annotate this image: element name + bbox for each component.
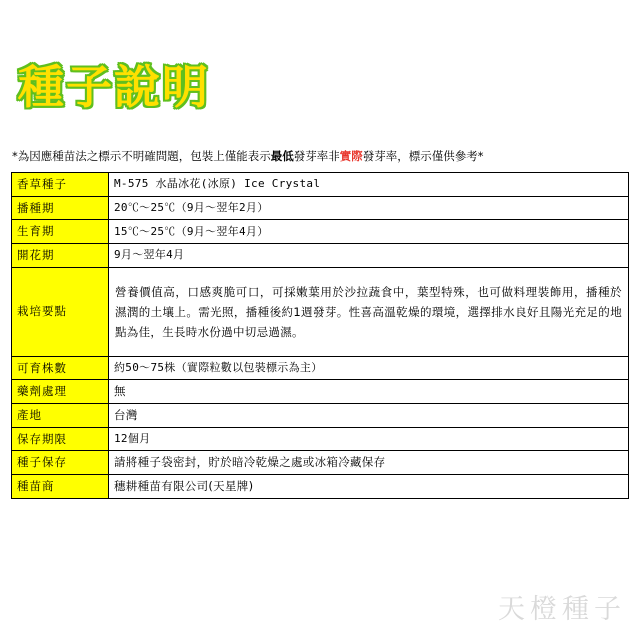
row-value-flowering-period: 9月～翌年4月 <box>109 244 629 268</box>
row-label-shelf-life: 保存期限 <box>12 427 109 451</box>
table-row <box>12 356 629 380</box>
row-value-chemical-treatment: 無 <box>109 380 629 404</box>
table-row <box>12 244 629 268</box>
row-value-sowing-period: 20℃～25℃（9月～翌年2月） <box>109 196 629 220</box>
notice-suffix: * <box>477 149 484 163</box>
row-label-flowering-period: 開花期 <box>12 244 109 268</box>
table-row <box>12 380 629 404</box>
row-value-plant-count: 約50～75株（實際粒數以包裝標示為主） <box>109 356 629 380</box>
notice-middle-1: 發芽率非 <box>293 149 340 163</box>
notice-middle-2: 發芽率，標示僅供參考 <box>362 149 478 163</box>
row-value-seed-name: M-575 水晶冰花(冰原) Ice Crystal <box>109 173 629 197</box>
watermark-brand: 天橙種子 <box>498 594 626 625</box>
row-label-cultivation-notes: 栽培要點 <box>12 267 109 356</box>
row-label-seed-name: 香草種子 <box>12 173 109 197</box>
table-row <box>12 220 629 244</box>
page-title: 種子說明 <box>18 60 210 114</box>
row-label-chemical-treatment: 藥劑處理 <box>12 380 109 404</box>
notice-prefix: *為因應種苗法之標示不明確問題，包裝上僅能表示 <box>12 149 271 163</box>
notice-emphasis-minimum: 最低 <box>270 149 294 163</box>
table-row <box>12 196 629 220</box>
row-label-sowing-period: 播種期 <box>12 196 109 220</box>
row-value-shelf-life: 12個月 <box>109 427 629 451</box>
row-value-seed-storage: 請將種子袋密封，貯於暗冷乾燥之處或冰箱冷藏保存 <box>109 451 629 475</box>
row-value-growth-period: 15℃～25℃（9月～翌年4月） <box>109 220 629 244</box>
row-value-origin: 台灣 <box>109 404 629 428</box>
seed-spec-table <box>11 172 629 499</box>
row-label-growth-period: 生育期 <box>12 220 109 244</box>
table-row <box>12 404 629 428</box>
row-value-cultivation-notes: 營養價值高，口感爽脆可口，可採嫩葉用於沙拉蔬食中，葉型特殊，也可做料理裝飾用，播種於濕潤的土壤上。需光照，播種後約1週發芽。性喜高溫乾燥的環境，選擇排水良好且陽光充足的地點為佳，生長時水份過中切忌過濕。 <box>109 267 629 356</box>
table-row <box>12 427 629 451</box>
notice-emphasis-actual: 實際 <box>339 149 363 163</box>
row-label-plant-count: 可育株數 <box>12 356 109 380</box>
row-label-origin: 產地 <box>12 404 109 428</box>
legal-notice <box>12 148 484 164</box>
table-row <box>12 475 629 499</box>
row-label-supplier: 種苗商 <box>12 475 109 499</box>
row-value-supplier: 穗耕種苗有限公司(天星牌) <box>109 475 629 499</box>
table-row <box>12 173 629 197</box>
table-row <box>12 267 629 356</box>
table-row <box>12 451 629 475</box>
row-label-seed-storage: 種子保存 <box>12 451 109 475</box>
